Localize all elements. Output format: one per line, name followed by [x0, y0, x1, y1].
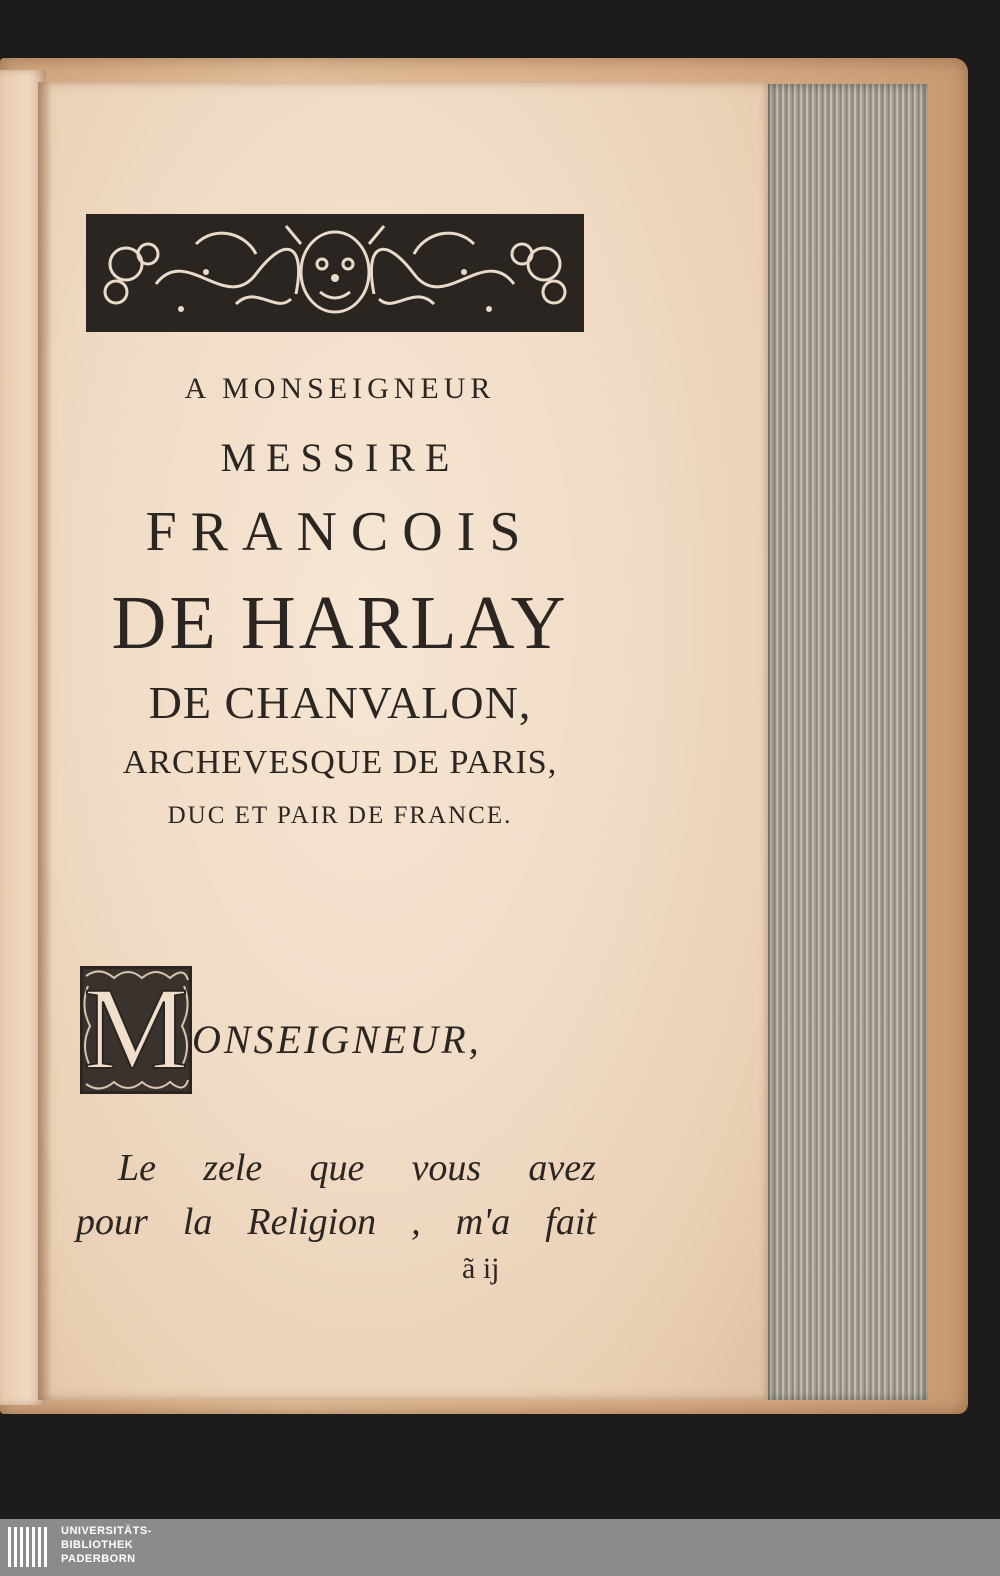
initial-letter: M	[83, 963, 189, 1094]
body-word: vous	[411, 1147, 482, 1189]
body-line-2	[76, 1200, 596, 1244]
library-name-line: PADERBORN	[61, 1553, 136, 1565]
body-word: Le	[118, 1147, 156, 1189]
dedication-line-7: DUC ET PAIR DE FRANCE.	[167, 802, 513, 829]
signature-mark: ã ij	[462, 1252, 500, 1285]
page-block-edges	[768, 84, 928, 1400]
body-word: m'a	[455, 1201, 511, 1243]
dedication-line-3: FRANCOIS	[145, 501, 535, 563]
body-word: ,	[411, 1201, 421, 1243]
body-line-1	[118, 1146, 596, 1190]
body-word: avez	[528, 1147, 596, 1189]
library-logo-icon	[6, 1523, 54, 1571]
dedication-line-5: DE CHANVALON,	[148, 677, 532, 728]
dedication-line-6: ARCHEVESQUE DE PARIS,	[122, 744, 558, 781]
body-word: zele	[203, 1147, 263, 1189]
dedication-line-2: MESSIRE	[220, 435, 460, 480]
page-gutter	[38, 82, 52, 1400]
decorated-initial	[80, 963, 192, 1094]
library-name-line: BIBLIOTHEK	[61, 1539, 134, 1551]
salutation: ONSEIGNEUR,	[192, 1017, 482, 1062]
dedication-line-1: A MONSEIGNEUR	[184, 372, 496, 405]
body-word: que	[309, 1147, 365, 1189]
library-name	[61, 1524, 152, 1566]
library-footer	[0, 1519, 1000, 1576]
ornamental-headpiece	[86, 214, 584, 332]
body-word: Religion	[247, 1201, 377, 1243]
body-word: la	[182, 1201, 213, 1243]
library-name-line: UNIVERSITÄTS-	[61, 1525, 152, 1537]
body-word: pour	[76, 1201, 148, 1243]
body-word: fait	[545, 1201, 596, 1243]
dedication-line-4: DE HARLAY	[111, 581, 569, 665]
